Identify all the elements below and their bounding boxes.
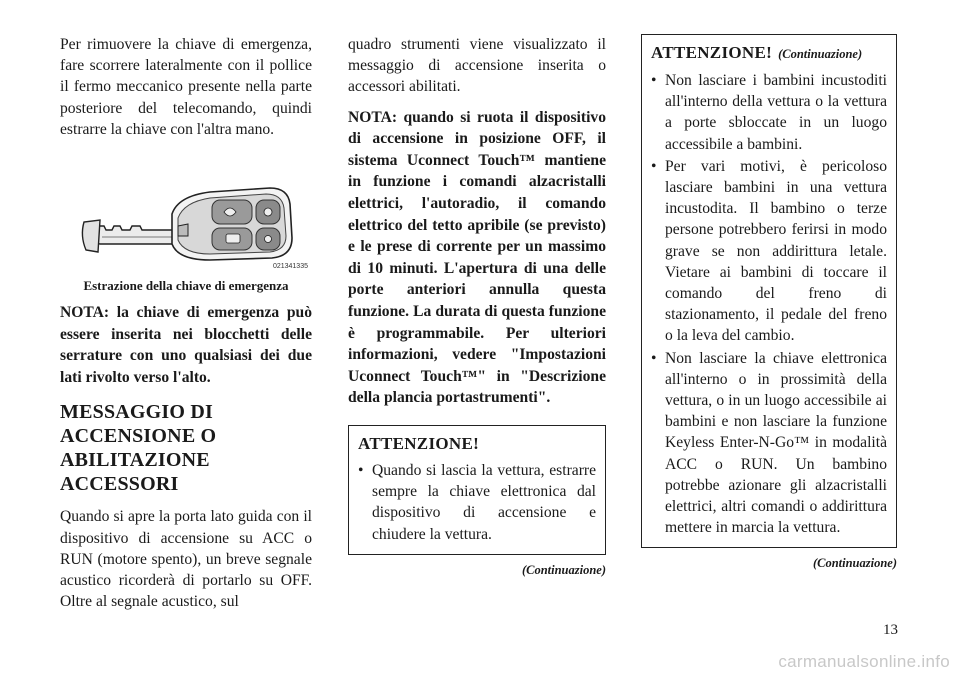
column-right bbox=[641, 34, 897, 571]
section-paragraph: Quando si apre la porta lato guida con il dispositivo di accensione su ACC o RUN (motore spento), un breve segnale acustico ricorderà di portarlo su OFF. Oltre al segnale acustico, sul bbox=[60, 508, 312, 611]
key-fob-illustration bbox=[60, 156, 312, 276]
warning-title-continued: (Continuazione) bbox=[778, 47, 863, 61]
figure-caption: Estrazione della chiave di emergenza bbox=[83, 278, 289, 294]
column-middle bbox=[348, 34, 606, 578]
nota-uconnect-paragraph: NOTA: quando si ruota il dispositivo di accensione in posizione OFF, il sistema Uconnect Touch™ mantiene in funzione i comandi alzacristalli elettrici, l'autoradio, il comando elettrico del tetto apribile (se previsto) e le prese di corrente per un massimo di 10 minuti. L'apertura di una delle porte anteriori annulla questa funzione. La durata di questa funzione è programmabile. Per ulteriori informazioni, vedere "Impostazioni Uconnect Touch™" in "Descrizione della plancia portastrumenti". bbox=[348, 108, 606, 407]
continued-paragraph: quadro strumenti viene visualizzato il messaggio di accensione inserita o accessori abilitati. bbox=[348, 36, 606, 96]
warning-title: ATTENZIONE! bbox=[651, 43, 773, 62]
warning-list bbox=[651, 70, 887, 538]
warning-title: ATTENZIONE! bbox=[358, 433, 480, 453]
warning-box-continued bbox=[641, 34, 897, 548]
warning-title-row bbox=[651, 43, 887, 64]
warning-item: • Quando si lascia la vettura, estrarre sempre la chiave elettronica dal dispositivo di accensione e chiudere la vettura. bbox=[358, 460, 596, 545]
nota-paragraph: NOTA: la chiave di emergenza può essere inserita nei blocchetti delle serrature con uno qualsiasi dei due lati rivolto verso l'alto. bbox=[60, 304, 312, 386]
warning-item: • Non lasciare i bambini incustoditi all'interno della vettura o la vettura a porte sbloccate in un luogo accessibile a bambini. bbox=[651, 70, 887, 155]
continued-note: (Continuazione) bbox=[812, 556, 897, 571]
column-left bbox=[60, 34, 312, 612]
page-number: 13 bbox=[883, 622, 898, 638]
warning-item: • Non lasciare la chiave elettronica all'interno o in prossimità della vettura, o in un luogo accessibile ai bambini e non lasciare la funzione Keyless Enter-N-Go™ in modalità ACC o RUN. Un bambino potrebbe azionare gli alzacristalli elettrici, altri comandi o addirittura mettere in marcia la vettura. bbox=[651, 348, 887, 539]
emergency-key-figure bbox=[60, 156, 312, 276]
figure-code: 021341335 bbox=[272, 263, 308, 271]
intro-paragraph: Per rimuovere la chiave di emergenza, fare scorrere lateralmente con il pollice il fermo meccanico presente nella parte posteriore del telecomando, quindi estrarre la chiave con l'altra mano. bbox=[60, 36, 312, 138]
warning-box bbox=[348, 425, 606, 555]
watermark: carmanualsonline.info bbox=[778, 652, 950, 671]
warning-item: • Per vari motivi, è pericoloso lasciare bambini in una vettura incustodita. Il bambino o terze persone potrebbero ferirsi in modo grave se non addirittura letale. Vietare ai bambini di toccare il comando del freno di stazionamento, il pedale del freno o la leva del cambio. bbox=[651, 156, 887, 347]
section-heading: MESSAGGIO DI ACCENSIONE O ABILITAZIONE ACCESSORI bbox=[60, 401, 217, 496]
continued-note: (Continuazione) bbox=[521, 562, 606, 577]
warning-list bbox=[358, 460, 596, 545]
